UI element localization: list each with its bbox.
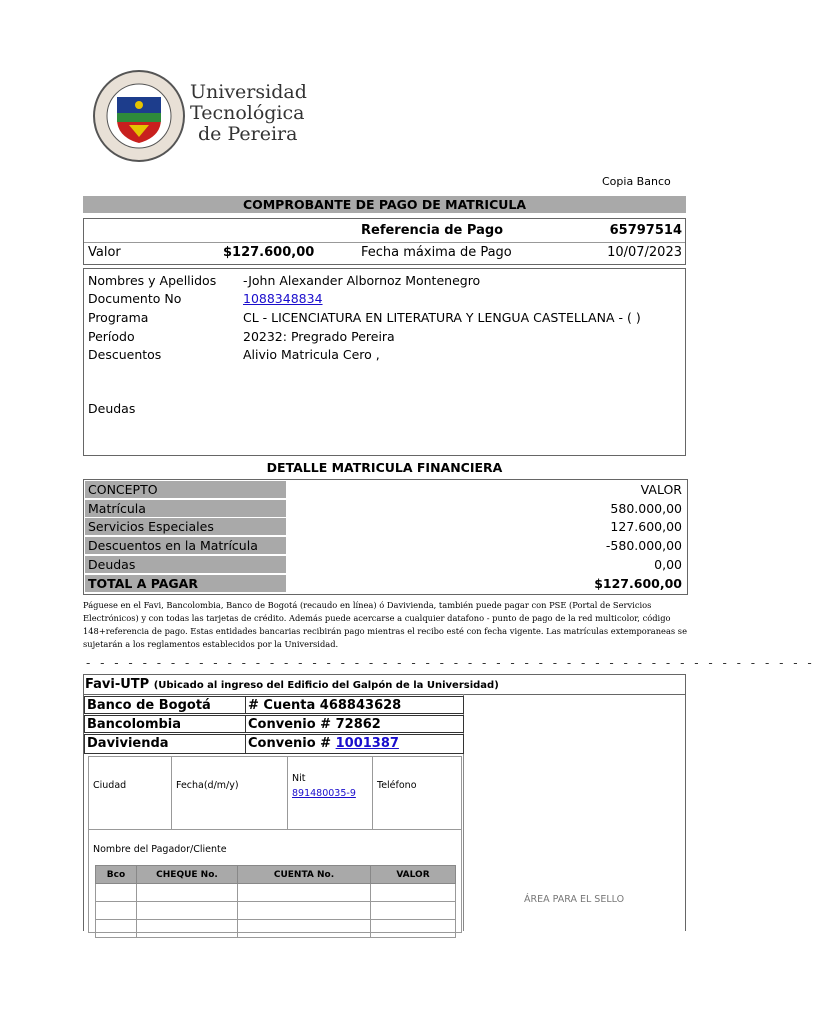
names-value: -John Alexander Albornoz Montenegro <box>243 273 481 288</box>
university-line-3: de Pereira <box>198 123 298 145</box>
concept-label: Deudas <box>85 556 286 573</box>
total-value: $127.600,00 <box>594 576 682 591</box>
divider <box>89 829 461 830</box>
concept-label: Servicios Especiales <box>85 518 286 535</box>
cheque-table <box>95 865 456 938</box>
due-date-label: Fecha máxima de Pago <box>361 245 512 260</box>
student-info-box <box>83 268 686 456</box>
financial-detail-table <box>83 479 688 595</box>
table-row <box>85 500 686 518</box>
cheque-cell[interactable] <box>371 884 456 902</box>
cut-line: - - - - - - - - - - - - - - - - - - - - - - - - - - - - - - - - - - - - - - - - - - - - - - - - - - - - <box>86 656 815 670</box>
concept-label: Matrícula <box>85 500 286 517</box>
favi-section <box>83 674 686 931</box>
university-line-2: Tecnológica <box>190 102 305 124</box>
university-name <box>190 82 307 145</box>
bank-name: Bancolombia <box>84 715 246 733</box>
cheque-cell[interactable] <box>96 920 137 938</box>
cheque-col-value: VALOR <box>371 866 456 884</box>
date-label: Fecha(d/m/y) <box>176 780 239 791</box>
period-label: Período <box>88 329 135 344</box>
copy-label: Copia Banco <box>602 175 671 188</box>
davivienda-convenio-link[interactable]: 1001387 <box>335 736 399 751</box>
due-date-value: 10/07/2023 <box>607 245 682 260</box>
nit-label: Nit <box>292 773 306 784</box>
table-row <box>96 902 456 920</box>
valor-value: $127.600,00 <box>223 245 315 260</box>
cheque-col-bco: Bco <box>96 866 137 884</box>
cheque-col-account: CUENTA No. <box>238 866 371 884</box>
debts-label: Deudas <box>88 401 136 416</box>
phone-label: Teléfono <box>377 780 417 791</box>
bank-name: Banco de Bogotá <box>84 696 246 714</box>
cheque-cell[interactable] <box>137 920 238 938</box>
cheque-cell[interactable] <box>238 884 371 902</box>
payment-reference-box <box>83 218 686 265</box>
receipt-title: COMPROBANTE DE PAGO DE MATRICULA <box>83 196 686 213</box>
stamp-area-label: ÁREA PARA EL SELLO <box>524 894 625 905</box>
bank-account <box>245 734 464 754</box>
table-row <box>85 556 686 574</box>
bank-name: Davivienda <box>84 734 246 754</box>
payment-instructions: Páguese en el Favi, Bancolombia, Banco de Bogotá (recaudo en línea) ó Davivienda, también puede pagar con PSE (Portal de Servicios Electrónicos) y con todas las tarjetas de crédito. Además puede acercarse a cualquier datafono - punto de pago de la red multicolor, código 148+referencia de pago. Estas entidades bancarias recibirán pago mientras el recibo esté con fecha vigente. Las matrículas extemporaneas se sujetarán a los reglamentos establecidos por la Universidad. <box>83 600 687 649</box>
document-label: Documento No <box>88 291 182 306</box>
university-line-1: Universidad <box>190 81 307 103</box>
nit-link[interactable]: 891480035-9 <box>292 788 356 799</box>
bank-account: # Cuenta 468843628 <box>245 696 464 714</box>
document-link[interactable]: 1088348834 <box>243 291 323 306</box>
concept-value: 127.600,00 <box>610 519 682 534</box>
period-value: 20232: Pregrado Pereira <box>243 329 395 344</box>
favi-title: Favi-UTP <box>85 677 150 692</box>
cheque-cell[interactable] <box>137 884 238 902</box>
cheque-cell[interactable] <box>96 902 137 920</box>
concept-value: 580.000,00 <box>610 501 682 516</box>
account-prefix: Convenio # <box>248 736 336 751</box>
divider <box>84 694 685 695</box>
detail-title: DETALLE MATRICULA FINANCIERA <box>266 460 503 475</box>
discounts-label: Descuentos <box>88 347 162 362</box>
total-label: TOTAL A PAGAR <box>85 575 286 592</box>
cheque-cell[interactable] <box>96 884 137 902</box>
payer-form <box>88 756 462 933</box>
reference-value: 65797514 <box>609 223 682 238</box>
discounts-value: Alivio Matricula Cero , <box>243 347 380 362</box>
cheque-col-number: CHEQUE No. <box>137 866 238 884</box>
program-value: CL - LICENCIATURA EN LITERATURA Y LENGUA CASTELLANA - ( ) <box>243 310 641 325</box>
concept-label: Descuentos en la Matrícula <box>85 537 286 554</box>
city-label: Ciudad <box>93 780 127 791</box>
cheque-cell[interactable] <box>137 902 238 920</box>
cheque-cell[interactable] <box>238 920 371 938</box>
divider <box>84 242 685 243</box>
cheque-cell[interactable] <box>371 920 456 938</box>
total-row <box>85 575 686 593</box>
concept-value: -580.000,00 <box>605 538 682 553</box>
cheque-cell[interactable] <box>371 902 456 920</box>
university-seal-logo <box>93 67 185 165</box>
reference-label: Referencia de Pago <box>361 223 504 238</box>
divider <box>287 757 288 829</box>
detail-header-row <box>85 481 686 499</box>
table-row <box>96 920 456 938</box>
cheque-cell[interactable] <box>238 902 371 920</box>
divider <box>372 757 373 829</box>
payer-name-label: Nombre del Pagador/Cliente <box>93 844 227 855</box>
table-row <box>96 884 456 902</box>
favi-subtitle: (Ubicado al ingreso del Edificio del Galpón de la Universidad) <box>153 680 499 691</box>
concept-value: 0,00 <box>654 557 682 572</box>
favi-header <box>85 677 499 692</box>
program-label: Programa <box>88 310 149 325</box>
table-row <box>85 537 686 555</box>
divider <box>171 757 172 829</box>
bank-account: Convenio # 72862 <box>245 715 464 733</box>
names-label: Nombres y Apellidos <box>88 273 217 288</box>
valor-label: Valor <box>88 245 121 260</box>
concepto-header: CONCEPTO <box>85 481 286 498</box>
table-row <box>85 518 686 536</box>
valor-header: VALOR <box>640 482 682 497</box>
